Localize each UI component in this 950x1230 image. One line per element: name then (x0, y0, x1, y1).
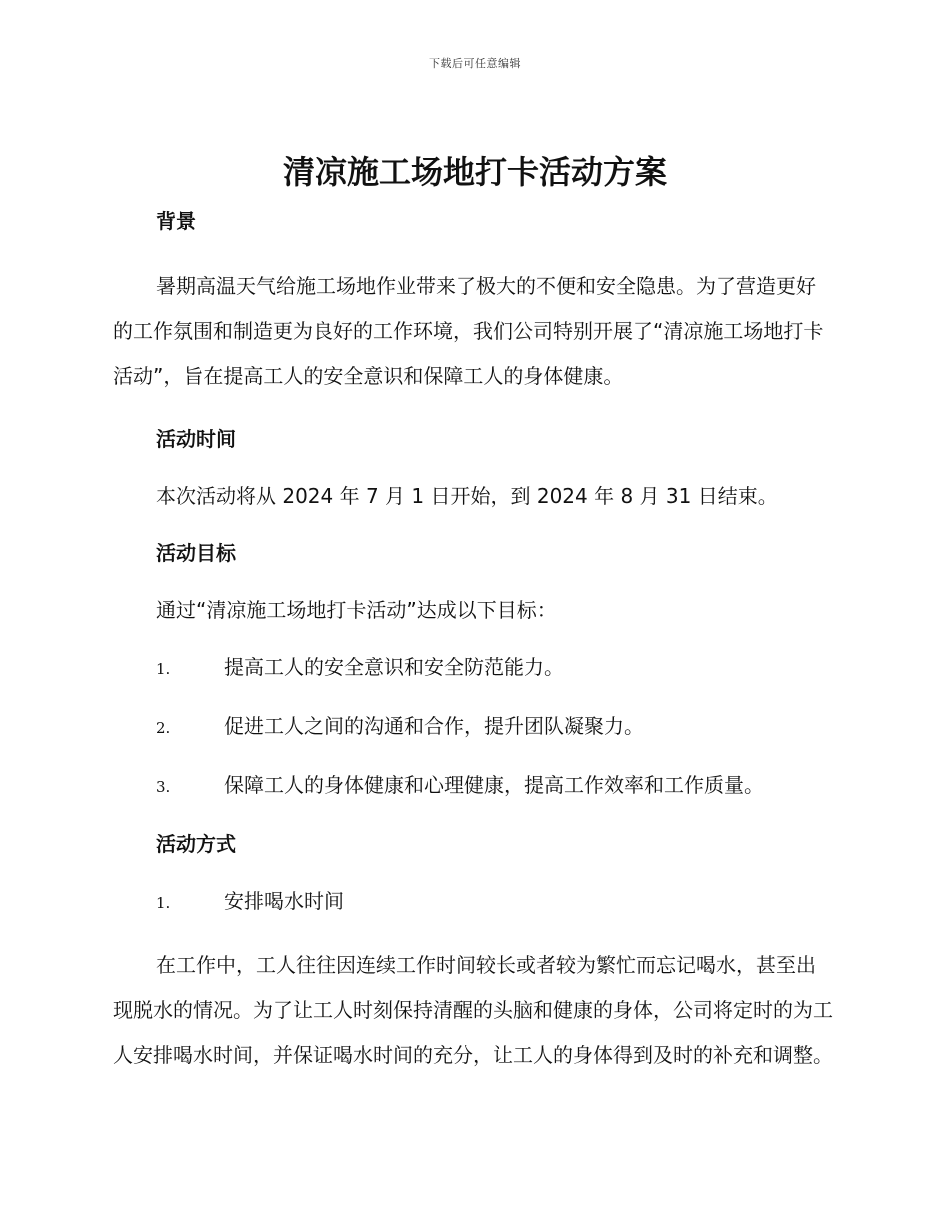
list-text: 提高工人的安全意识和安全防范能力。 (224, 655, 564, 679)
section-heading-goals: 活动目标 (156, 541, 236, 565)
section-heading-background: 背景 (156, 209, 196, 233)
list-text: 促进工人之间的沟通和合作，提升团队凝聚力。 (224, 714, 644, 738)
list-number: 3. (156, 778, 171, 796)
document-title: 清凉施工场地打卡活动方案 (282, 153, 667, 191)
goal-item (156, 710, 833, 744)
goals-intro: 通过“清凉施工场地打卡活动”达成以下目标： (156, 598, 557, 622)
goal-item (156, 651, 833, 685)
list-number: 2. (156, 719, 171, 737)
time-paragraph: 本次活动将从 2024 年 7 月 1 日开始，到 2024 年 8 月 31 日结束。 (156, 484, 778, 508)
list-text: 安排喝水时间 (224, 889, 344, 913)
method-item (156, 885, 833, 919)
section-heading-method: 活动方式 (156, 832, 236, 856)
header-note: 下载后可任意编辑 (429, 57, 521, 70)
list-number: 1. (156, 660, 171, 678)
goal-item (156, 769, 833, 803)
background-paragraph: 暑期高温天气给施工场地作业带来了极大的不便和安全隐患。为了营造更好的工作氛围和制造更为良好的工作环境，我们公司特别开展了“清凉施工场地打卡活动”，旨在提高工人的安全意识和保障工人的身体健康。 (113, 274, 824, 388)
list-number: 1. (156, 894, 171, 912)
method-paragraph: 在工作中，工人往往因连续工作时间较长或者较为繁忙而忘记喝水，甚至出现脱水的情况。为了让工人时刻保持清醒的头脑和健康的身体，公司将定时的为工人安排喝水时间，并保证喝水时间的充分，让工人的身体得到及时的补充和调整。 (113, 953, 833, 1067)
document-body (113, 205, 833, 1078)
list-text: 保障工人的身体健康和心理健康，提高工作效率和工作质量。 (224, 773, 764, 797)
section-heading-time: 活动时间 (156, 427, 236, 451)
